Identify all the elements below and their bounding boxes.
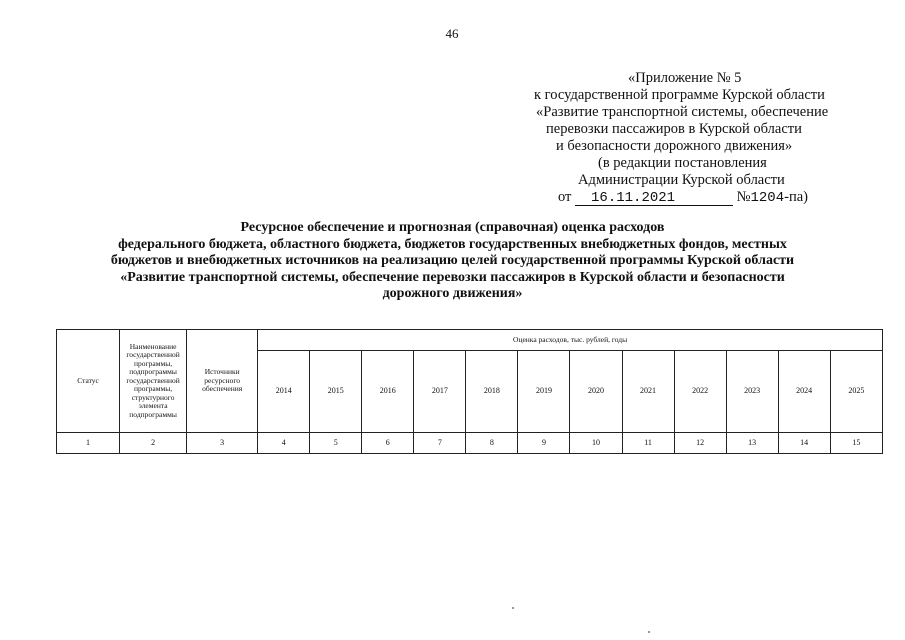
year-cell: 2014 (258, 351, 310, 433)
document-title (40, 220, 865, 303)
annex-line-6: (в редакции постановления (598, 155, 767, 171)
column-number: 5 (310, 433, 362, 454)
column-number: 8 (466, 433, 518, 454)
decree-number: 1204 (750, 190, 785, 206)
number-label: № (736, 189, 751, 205)
year-cell: 2021 (622, 351, 674, 433)
number-suffix: -па) (784, 189, 808, 205)
column-number: 10 (570, 433, 622, 454)
header-source: Источники ресурсного обеспечения (187, 330, 258, 433)
column-number: 6 (362, 433, 414, 454)
column-number: 15 (830, 433, 882, 454)
annex-line-7: Администрации Курской области (578, 172, 785, 188)
column-number: 13 (726, 433, 778, 454)
year-cell: 2016 (362, 351, 414, 433)
column-number: 14 (778, 433, 830, 454)
page-number: 46 (445, 26, 459, 41)
header-status: Статус (57, 330, 120, 433)
column-number: 7 (414, 433, 466, 454)
year-cell: 2023 (726, 351, 778, 433)
header-spend: Оценка расходов, тыс. рублей, годы (258, 330, 883, 351)
year-cell: 2018 (466, 351, 518, 433)
title-line-3: бюджетов и внебюджетных источников на реализацию целей государственной программы Курской области (110, 253, 795, 268)
year-cell: 2017 (414, 351, 466, 433)
decree-date: 16.11.2021 (575, 191, 733, 206)
from-label: от (558, 189, 572, 205)
column-number: 3 (187, 433, 258, 454)
column-number: 11 (622, 433, 674, 454)
title-line-2: федерального бюджета, областного бюджета, бюджетов государственных внебюджетных фондов, местных (118, 236, 787, 252)
scan-speck (512, 607, 514, 609)
title-line-5: дорожного движения» (382, 286, 523, 301)
annex-line-2: к государственной программе Курской области (534, 87, 825, 103)
year-cell: 2024 (778, 351, 830, 433)
year-cell: 2025 (830, 351, 882, 433)
year-cell: 2020 (570, 351, 622, 433)
title-line-1: Ресурсное обеспечение и прогнозная (справочная) оценка расходов (240, 220, 665, 235)
year-cell: 2019 (518, 351, 570, 433)
annex-line-5: и безопасности дорожного движения» (556, 138, 793, 154)
header-row (57, 330, 883, 351)
column-number: 4 (258, 433, 310, 454)
annex-line-4: перевозки пассажиров в Курской области (546, 121, 802, 137)
annex-date-line (500, 189, 870, 207)
column-number: 9 (518, 433, 570, 454)
column-number: 12 (674, 433, 726, 454)
resource-table (56, 329, 883, 454)
year-cell: 2022 (674, 351, 726, 433)
annex-line-3: «Развитие транспортной системы, обеспечение (536, 104, 829, 120)
column-number-row (57, 433, 883, 454)
title-line-4: «Развитие транспортной системы, обеспечение перевозки пассажиров в Курской области и безопасности (120, 269, 785, 285)
scan-speck (648, 631, 650, 633)
annex-line-1: «Приложение № 5 (628, 70, 742, 86)
annex-block (500, 70, 870, 207)
header-name: Наименование государственной программы, подпрограммы государственной программы, структурного элемента подпрограммы (120, 330, 187, 433)
column-number: 2 (120, 433, 187, 454)
year-cell: 2015 (310, 351, 362, 433)
column-number: 1 (57, 433, 120, 454)
